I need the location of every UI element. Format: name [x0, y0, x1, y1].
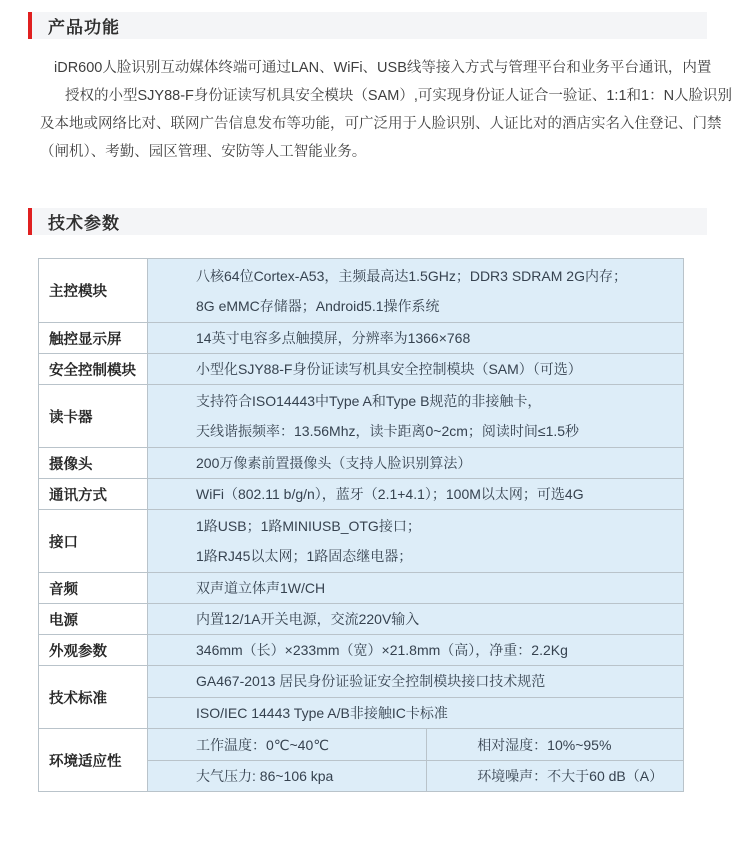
features-title: 产品功能	[48, 18, 120, 37]
spec-label: 外观参数	[39, 635, 148, 665]
table-row	[39, 259, 683, 322]
spec-label: 技术标准	[39, 666, 148, 728]
spec-value-line: 14英寸电容多点触摸屏，分辨率为1366×768	[196, 330, 471, 346]
table-row	[39, 322, 683, 353]
spec-value	[148, 259, 683, 322]
spec-value	[148, 666, 683, 728]
spec-value-line: 小型化SJY88-F身份证读写机具安全控制模块（SAM）（可选）	[196, 361, 582, 377]
spec-value-line: 200万像素前置摄像头（支持人脸识别算法）	[196, 455, 472, 471]
spec-label: 电源	[39, 604, 148, 634]
spec-label: 主控模块	[39, 259, 148, 322]
spec-value-subrow: ISO/IEC 14443 Type A/B非接触IC卡标准	[148, 697, 683, 729]
table-row	[39, 603, 683, 634]
spec-label: 触控显示屏	[39, 323, 148, 353]
spec-value	[148, 323, 683, 353]
spec-value-subrow: GA467-2013 居民身份证验证安全控制模块接口技术规范	[196, 673, 546, 690]
table-row	[39, 447, 683, 478]
spec-value-cell: 环境噪声：不大于60 dB（A）	[426, 760, 683, 791]
header-band	[32, 208, 707, 235]
spec-label: 环境适应性	[39, 729, 148, 791]
table-row	[39, 634, 683, 665]
feature-paragraph	[0, 54, 750, 166]
spec-value-line: WiFi（802.11 b/g/n），蓝牙（2.1+4.1）；100M以太网；可选4G	[196, 486, 584, 502]
spec-label: 音频	[39, 573, 148, 603]
spec-label: 接口	[39, 510, 148, 572]
section-header-features	[28, 12, 707, 39]
feature-paragraph-line-3: 及本地或网络比对、联网广告信息发布等功能，可广泛用于人脸识别、人证比对的酒店实名入住登记、门禁	[40, 116, 722, 132]
header-band	[32, 12, 707, 39]
specs-title: 技术参数	[48, 214, 120, 233]
spec-value	[148, 354, 683, 384]
spec-value	[148, 448, 683, 478]
section-header-specs	[28, 208, 707, 235]
spec-value	[148, 729, 683, 791]
table-row	[39, 353, 683, 384]
spec-value-line: 支持符合ISO14443中Type A和Type B规范的非接触卡，	[196, 393, 542, 409]
table-row	[39, 509, 683, 572]
spec-value-cell: 大气压力: 86~106 kpa	[148, 760, 426, 791]
spec-value-line: 1路USB；1路MINIUSB_OTG接口；	[196, 518, 421, 534]
feature-paragraph-line-1: iDR600人脸识别互动媒体终端可通过LAN、WiFi、USB线等接入方式与管理平台和业务平台通讯，内置	[54, 60, 712, 76]
spec-value-line: 天线谐振频率：13.56Mhz，读卡距离0~2cm；阅读时间≤1.5秒	[196, 423, 580, 439]
table-row	[39, 478, 683, 509]
table-row	[39, 572, 683, 603]
spec-value	[148, 604, 683, 634]
spec-value-line: 8G eMMC存储器；Android5.1操作系统	[196, 297, 440, 314]
feature-paragraph-line-2: 授权的小型SJY88-F身份证读写机具安全模块（SAM）,可实现身份证人证合一验证、1:1和1：N人脸识别	[65, 88, 733, 104]
spec-value-line: 八核64位Cortex-A53，主频最高达1.5GHz；DDR3 SDRAM 2G内存；	[196, 267, 627, 284]
spec-label: 通讯方式	[39, 479, 148, 509]
spec-value-line: 346mm（长）×233mm（宽）×21.8mm（高），净重：2.2Kg	[196, 642, 568, 658]
table-row	[39, 665, 683, 728]
spec-value	[148, 385, 683, 447]
table-row	[39, 728, 683, 791]
spec-value-line: 双声道立体声1W/CH	[196, 580, 326, 596]
spec-value	[148, 573, 683, 603]
spec-value	[148, 635, 683, 665]
spec-label: 摄像头	[39, 448, 148, 478]
table-row	[39, 384, 683, 447]
spec-value-cell: 相对湿度：10%~95%	[426, 729, 683, 760]
feature-paragraph-line-4: （闸机）、考勤、园区管理、安防等人工智能业务。	[40, 144, 367, 160]
spec-value-cell: 工作温度：0℃~40℃	[196, 736, 329, 753]
spec-label: 读卡器	[39, 385, 148, 447]
spec-value-line: 内置12/1A开关电源，交流220V输入	[196, 611, 420, 627]
spec-label: 安全控制模块	[39, 354, 148, 384]
spec-value	[148, 510, 683, 572]
spec-value	[148, 479, 683, 509]
spec-value-line: 1路RJ45以太网；1路固态继电器；	[196, 548, 413, 564]
spec-table	[38, 258, 684, 792]
